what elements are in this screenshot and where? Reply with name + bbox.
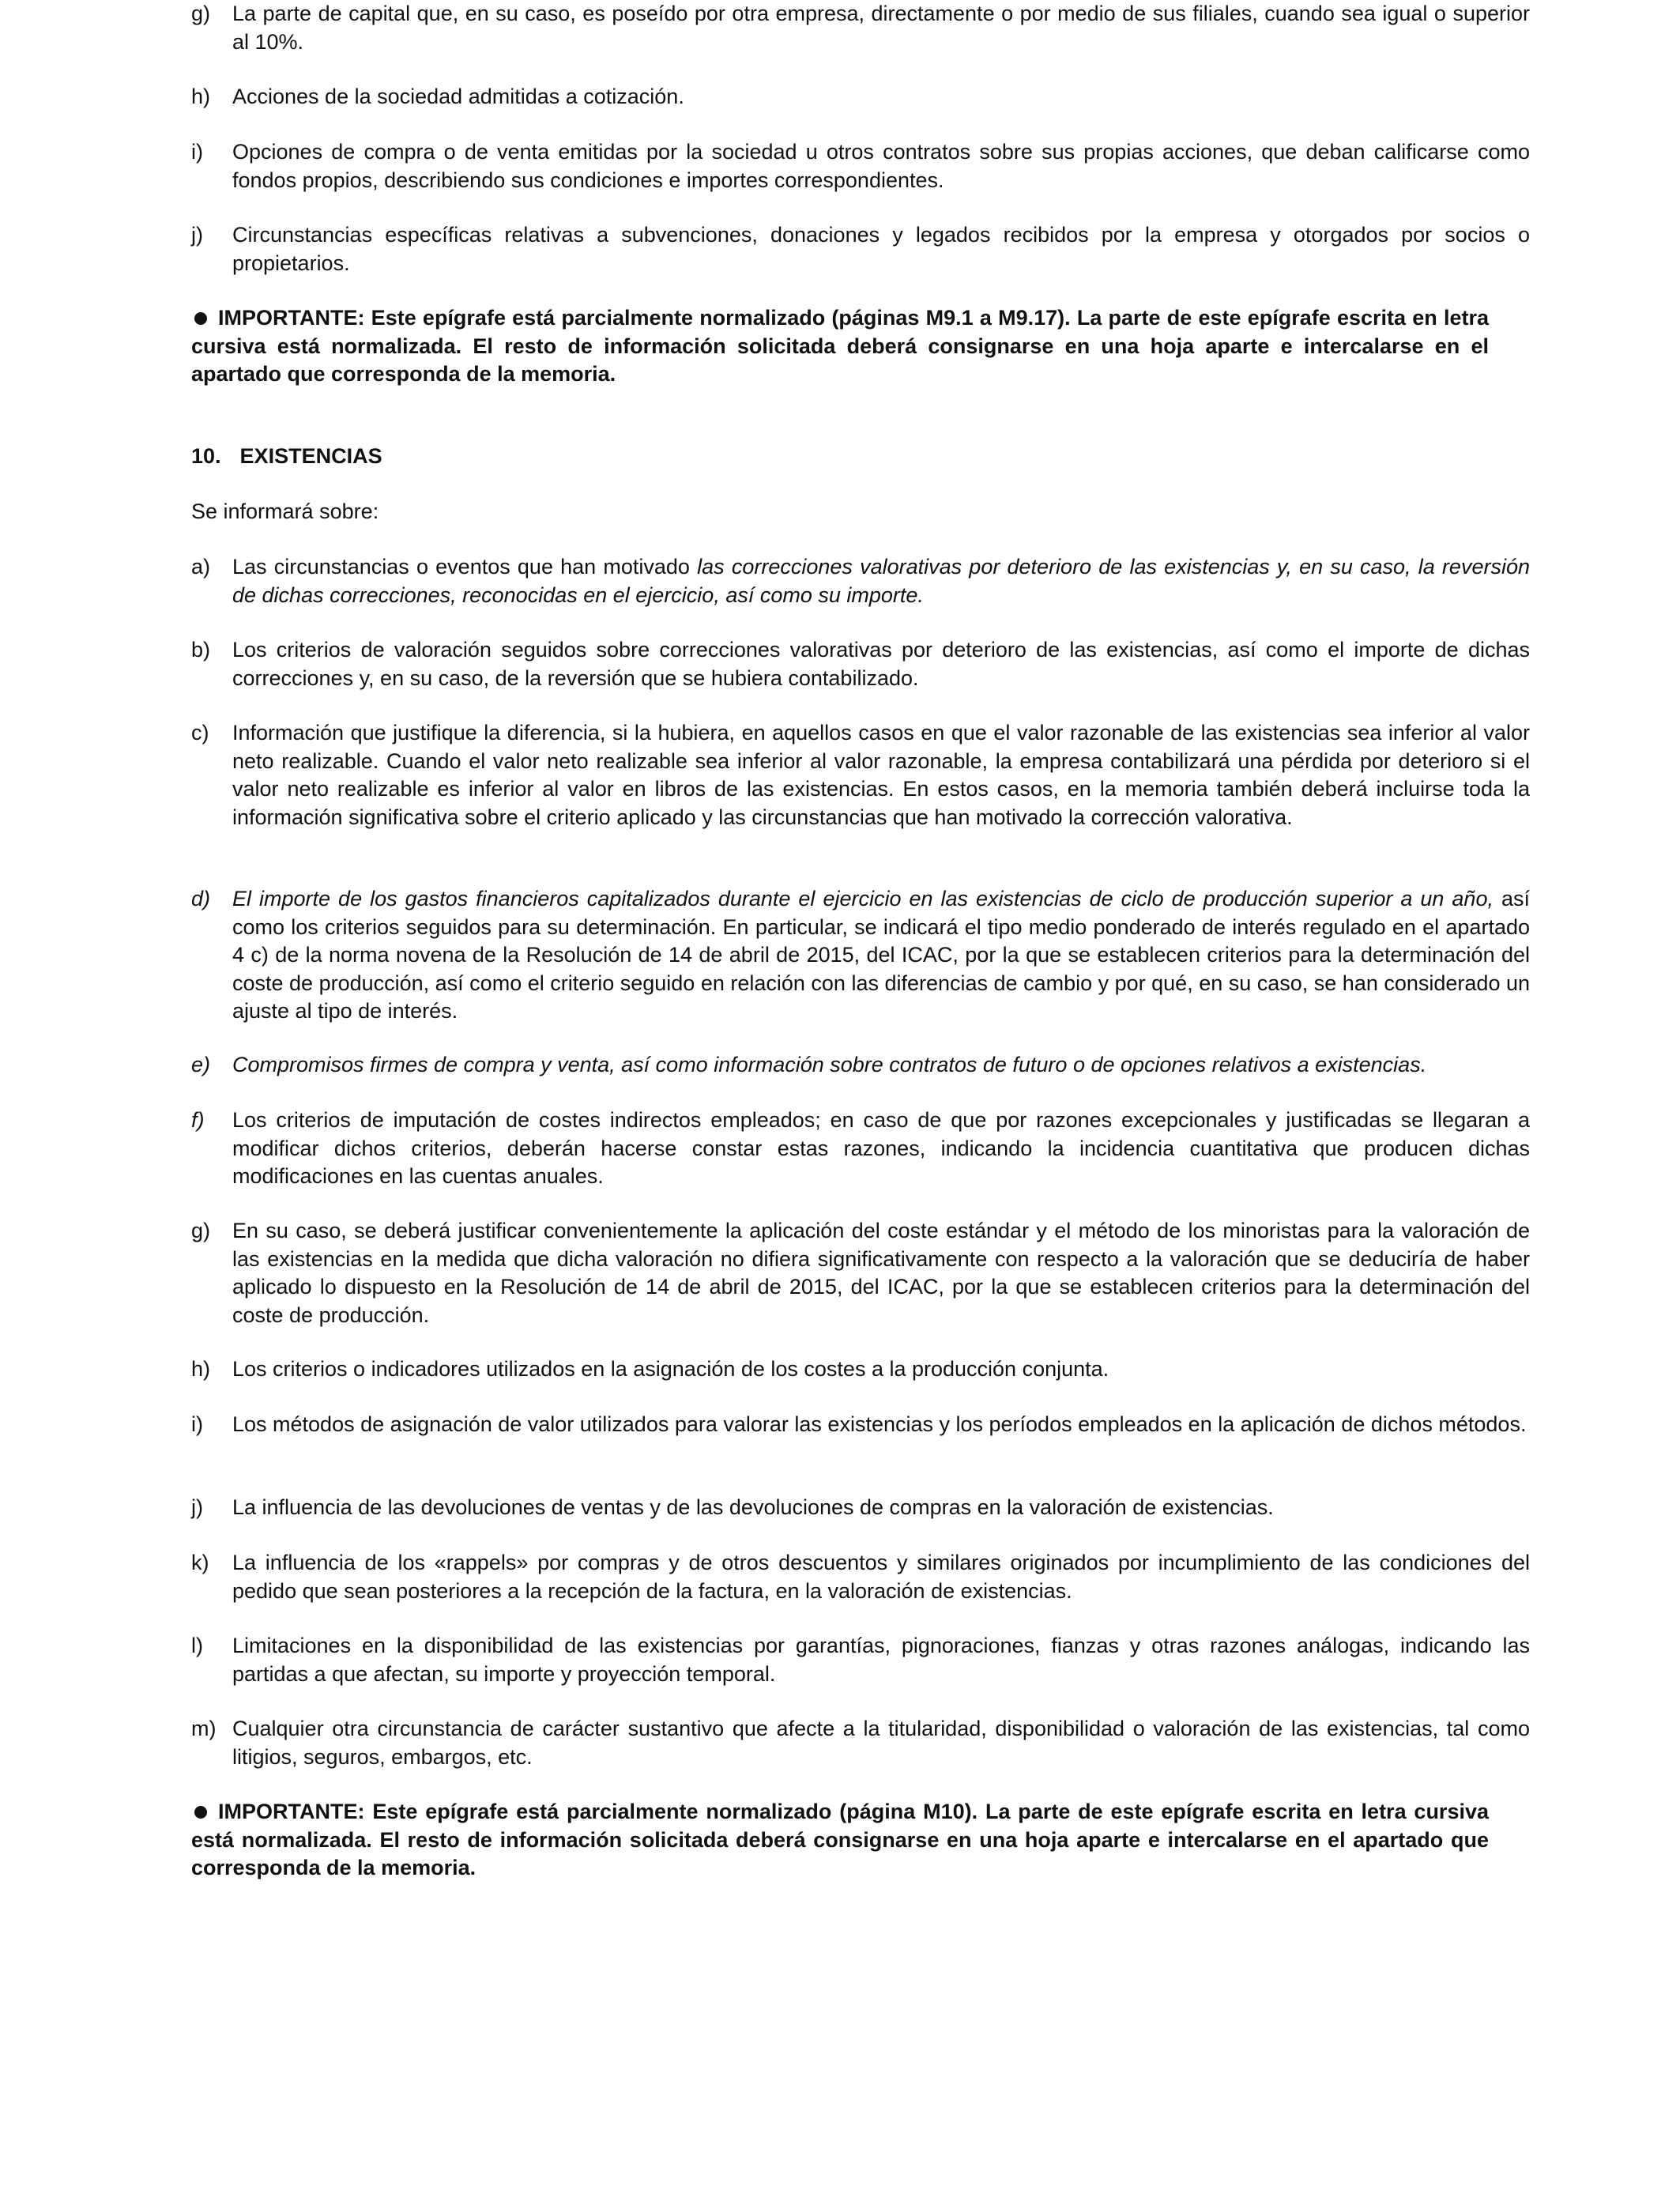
- list-marker: d): [191, 887, 211, 910]
- important-notice-10: [191, 1798, 1489, 1883]
- list-item-italic-text: El importe de los gastos financieros capitalizados durante el ejercicio en las existencias de ciclo de producción superior a un año,: [232, 887, 1494, 910]
- list-item-italic-text: Compromisos firmes de compra y venta, así como información sobre contratos de futuro o de opciones relativos a existencias.: [232, 1053, 1427, 1076]
- important-notice-9: [191, 304, 1489, 389]
- list-item-10g: [191, 1217, 1530, 1329]
- list-marker: c): [191, 721, 209, 745]
- important-text: IMPORTANTE: Este epígrafe está parcialmente normalizado (páginas M9.1 a M9.17). La parte de este epígrafe escrita en letra cursiva está normalizada. El resto de información solicitada deberá consignarse en una hoja aparte e intercalarse en el apartado que corresponda de la memoria.: [191, 306, 1489, 386]
- list-item-text: La influencia de los «rappels» por compras y de otros descuentos y similares originados por incumplimiento de las condiciones del pedido que sean posteriores a la recepción de la factura, en la valoración de existencias.: [232, 1551, 1530, 1603]
- list-marker: a): [191, 555, 211, 579]
- important-text: IMPORTANTE: Este epígrafe está parcialmente normalizado (página M10). La parte de este epígrafe escrita en letra cursiva está normalizada. El resto de información solicitada deberá consignarse en una hoja aparte e intercalarse en el apartado que corresponda de la memoria.: [191, 1800, 1489, 1879]
- list-item-text: Cualquier otra circunstancia de carácter sustantivo que afecte a la titularidad, disponibilidad o valoración de las existencias, tal como litigios, seguros, embargos, etc.: [232, 1717, 1530, 1769]
- list-item-10j: [191, 1494, 1530, 1522]
- list-item-9i: [191, 138, 1530, 194]
- list-item-italic-text: las correcciones valorativas por deterioro de las existencias y, en su caso, la reversión de dichas correcciones, reconocidas en el ejercicio, así como su importe.: [232, 555, 1530, 607]
- list-item-text: La parte de capital que, en su caso, es poseído por otra empresa, directamente o por medio de sus filiales, cuando sea igual o superior al 10%.: [232, 2, 1530, 54]
- section-heading: [191, 443, 382, 471]
- list-marker: i): [191, 1412, 203, 1436]
- list-marker: f): [191, 1108, 205, 1132]
- list-marker: j): [191, 1495, 203, 1519]
- list-item-text: Los criterios o indicadores utilizados en la asignación de los costes a la producción conjunta.: [232, 1357, 1109, 1381]
- list-item-text: Los criterios de imputación de costes indirectos empleados; en caso de que por razones excepcionales y justificadas se llegaran a modificar dichos criterios, deberán hacerse constar estas razones, indicando la incidencia cuantitativa que producen dichas modificaciones en las cuentas anuales.: [232, 1108, 1530, 1188]
- list-marker: l): [191, 1634, 203, 1657]
- list-marker: b): [191, 638, 211, 662]
- list-item-9j: [191, 221, 1530, 277]
- list-item-text: Los criterios de valoración seguidos sobre correcciones valorativas por deterioro de las existencias, así como el importe de dichas correcciones y, en su caso, de la reversión que se hubiera contabilizado.: [232, 638, 1530, 690]
- section-title: EXISTENCIAS: [239, 444, 382, 468]
- list-item-text: Circunstancias específicas relativas a subvenciones, donaciones y legados recibidos por la empresa y otorgados por socios o propietarios.: [232, 223, 1530, 275]
- section-intro: Se informará sobre:: [191, 499, 379, 523]
- list-item-10m: [191, 1715, 1530, 1771]
- list-item-9g: [191, 0, 1530, 56]
- list-item-10e: [191, 1051, 1530, 1080]
- list-item-10b: [191, 636, 1530, 692]
- bullet-icon: [194, 1806, 207, 1819]
- list-marker: m): [191, 1717, 217, 1740]
- list-item-text: Información que justifique la diferencia, si la hubiera, en aquellos casos en que el valor razonable de las existencias sea inferior al valor neto realizable. Cuando el valor neto realizable sea inferior al valor razonable, la empresa contabilizará una pérdida por deterioro si el valor neto realizable es inferior al valor en libros de las existencias. En estos casos, en la memoria también deberá incluirse toda la información significativa sobre el criterio aplicado y las circunstancias que han motivado la corrección valorativa.: [232, 721, 1530, 829]
- list-item-9h: [191, 83, 1530, 111]
- list-item-10l: [191, 1632, 1530, 1688]
- list-marker: h): [191, 1357, 211, 1381]
- list-item-10a: [191, 553, 1530, 609]
- list-item-text: Las circunstancias o eventos que han motivado: [232, 555, 698, 579]
- list-marker: h): [191, 85, 211, 108]
- list-item-10k: [191, 1549, 1530, 1605]
- list-marker: k): [191, 1551, 209, 1574]
- list-marker: i): [191, 140, 203, 164]
- list-item-10d: [191, 885, 1530, 1026]
- list-item-text: así como los criterios seguidos para su determinación. En particular, se indicará el tipo medio ponderado de interés regulado en el apartado 4 c) de la norma novena de la Resolución de 14 de abril de 2015, del ICAC, por la que se establecen criterios para la determinación del coste de producción, así como el criterio seguido en relación con las diferencias de cambio y por qué, en su caso, se han considerado un ajuste al tipo de interés.: [232, 887, 1530, 1023]
- bullet-icon: [194, 312, 207, 325]
- list-item-10i: [191, 1411, 1530, 1439]
- list-item-10f: [191, 1106, 1530, 1191]
- list-marker: e): [191, 1053, 211, 1076]
- list-item-text: Limitaciones en la disponibilidad de las existencias por garantías, pignoraciones, fianzas y otras razones análogas, indicando las partidas a que afectan, su importe y proyección temporal.: [232, 1634, 1530, 1686]
- list-item-text: En su caso, se deberá justificar convenientemente la aplicación del coste estándar y el método de los minoristas para la valoración de las existencias en la medida que dicha valoración no difiera significativamente con respecto a la valoración que se deduciría de haber aplicado lo dispuesto en la Resolución de 14 de abril de 2015, del ICAC, por la que se establecen criterios para la determinación del coste de producción.: [232, 1219, 1530, 1327]
- list-marker: j): [191, 223, 203, 247]
- list-item-text: Los métodos de asignación de valor utilizados para valorar las existencias y los períodos empleados en la aplicación de dichos métodos.: [232, 1412, 1527, 1436]
- section-number: 10.: [191, 444, 221, 468]
- list-marker: g): [191, 1219, 211, 1242]
- list-item-text: Opciones de compra o de venta emitidas por la sociedad u otros contratos sobre sus propias acciones, que deban calificarse como fondos propios, describiendo sus condiciones e importes correspondientes.: [232, 140, 1530, 192]
- list-item-text: Acciones de la sociedad admitidas a cotización.: [232, 85, 684, 108]
- list-item-text: La influencia de las devoluciones de ventas y de las devoluciones de compras en la valoración de existencias.: [232, 1495, 1274, 1519]
- list-marker: g): [191, 2, 211, 25]
- list-item-10c: [191, 719, 1530, 831]
- list-item-10h: [191, 1355, 1530, 1384]
